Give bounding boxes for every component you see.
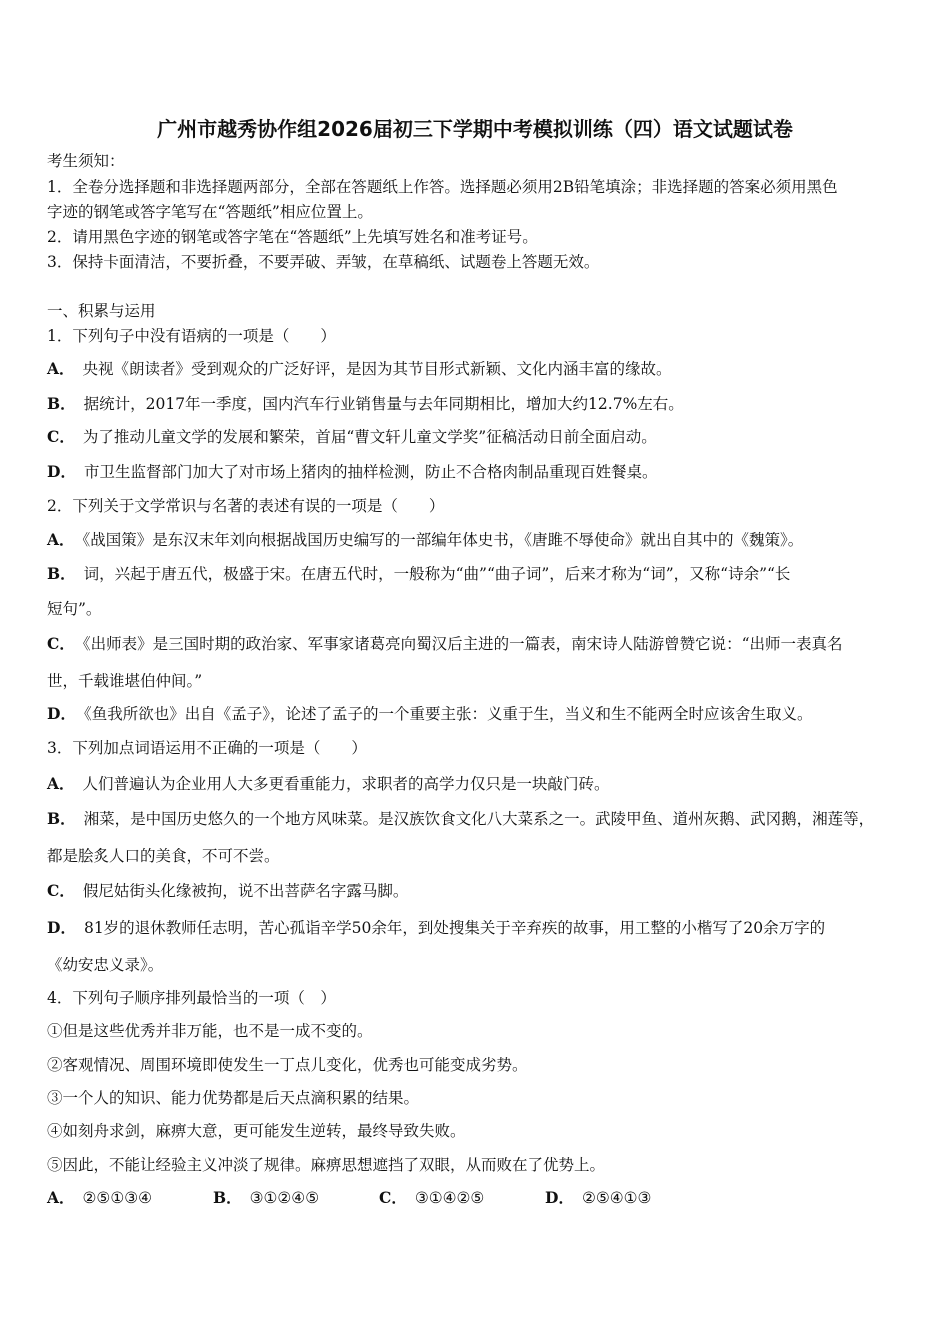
- option-d-continued: 《幼安忠义录》。: [47, 956, 164, 974]
- question-stem: 2．下列关于文学常识与名著的表述有误的一项是（ ）: [47, 497, 445, 515]
- choice-a: [47, 1188, 213, 1208]
- option-label: C．: [47, 881, 75, 900]
- section-heading: 一、积累与运用: [47, 302, 156, 320]
- choice-text: ②⑤①③④: [82, 1189, 153, 1207]
- notice-line: 3．保持卡面清洁，不要折叠，不要弄破、弄皱，在草稿纸、试题卷上答题无效。: [47, 253, 600, 271]
- page-title: 广州市越秀协作组2026届初三下学期中考模拟训练（四）语文试题试卷: [157, 117, 793, 141]
- notice-heading: 考生须知：: [47, 152, 125, 170]
- option-text: 词，兴起于唐五代，极盛于宋。在唐五代时，一般称为“曲”“曲子词”，后来才称为“词”，又称“诗余”“长: [83, 565, 791, 583]
- option-c-continued: 世，千载谁堪伯仲间。”: [47, 672, 203, 690]
- option-label: A．: [47, 359, 75, 378]
- option-text: 假尼姑街头化缘被拘，说不出菩萨名字露马脚。: [82, 882, 409, 900]
- option-label: B．: [47, 564, 76, 583]
- option-d: [47, 918, 825, 938]
- option-text: 为了推动儿童文学的发展和繁荣，首届“曹文轩儿童文学奖”征稿活动日前全面启动。: [82, 428, 657, 446]
- question-stem: 3．下列加点词语运用不正确的一项是（ ）: [47, 739, 367, 757]
- option-a: [47, 774, 610, 794]
- option-b: [47, 809, 874, 829]
- option-b: [47, 394, 684, 414]
- option-text: 人们普遍认为企业用人大多更看重能力，求职者的高学力仅只是一块敲门砖。: [82, 775, 610, 793]
- choice-text: ③①④②⑤: [414, 1189, 485, 1207]
- option-a: [47, 530, 803, 550]
- option-b-continued: 短句”。: [47, 600, 102, 618]
- question-stem: 1．下列句子中没有语病的一项是（ ）: [47, 327, 336, 345]
- option-text: 《战国策》是东汉末年刘向根据战国历史编写的一部编年体史书，《唐雎不辱使命》就出自其中的《魏策》。: [82, 531, 804, 549]
- notice-line: 2．请用黑色字迹的钢笔或答字笔在“答题纸”上先填写姓名和准考证号。: [47, 228, 538, 246]
- choice-d: [545, 1188, 711, 1208]
- sentence: ⑤因此，不能让经验主义冲淡了规律。麻痹思想遮挡了双眼，从而败在了优势上。: [47, 1156, 606, 1174]
- option-c: [47, 634, 843, 654]
- notice-line: 1．全卷分选择题和非选择题两部分，全部在答题纸上作答。选择题必须用2B铅笔填涂；非选择题的答案必须用黑色: [47, 178, 838, 196]
- option-text: 《鱼我所欲也》出自《孟子》，论述了孟子的一个重要主张：义重于生，当义和生不能两全时应该舍生取义。: [83, 705, 813, 723]
- option-text: 市卫生监督部门加大了对市场上猪肉的抽样检测，防止不合格肉制品重现百姓餐桌。: [83, 463, 658, 481]
- option-text: 央视《朗读者》受到观众的广泛好评，是因为其节目形式新颖、文化内涵丰富的缘故。: [82, 360, 672, 378]
- option-b-continued: 都是脍炙人口的美食，不可不尝。: [47, 847, 280, 865]
- option-label: B．: [47, 394, 76, 413]
- option-text: 据统计，2017年一季度，国内汽车行业销售量与去年同期相比，增加大约12.7%左右。: [83, 395, 684, 413]
- option-a: [47, 359, 672, 379]
- option-text: 81岁的退休教师任志明，苦心孤诣辛学50余年，到处搜集关于辛弃疾的故事，用工整的小楷写了20余万字的: [83, 919, 826, 937]
- choice-label: C．: [379, 1188, 407, 1207]
- choice-label: D．: [545, 1188, 574, 1207]
- choice-label: A．: [47, 1188, 75, 1207]
- option-text: 《出师表》是三国时期的政治家、军事家诸葛亮向蜀汉后主进的一篇表，南宋诗人陆游曾赞它说：“出师一表真名: [82, 635, 843, 653]
- option-c: [47, 881, 408, 901]
- option-label: C．: [47, 427, 75, 446]
- option-d: [47, 462, 657, 482]
- sentence: ①但是这些优秀并非万能，也不是一成不变的。: [47, 1022, 373, 1040]
- option-b: [47, 564, 790, 584]
- notice-line: 字迹的钢笔或答字笔写在“答题纸”相应位置上。: [47, 203, 373, 221]
- sentence: ③一个人的知识、能力优势都是后天点滴积累的结果。: [47, 1089, 420, 1107]
- option-c: [47, 427, 657, 447]
- choice-text: ③①②④⑤: [249, 1189, 320, 1207]
- option-label: C．: [47, 634, 75, 653]
- option-label: A．: [47, 530, 75, 549]
- option-label: D．: [47, 704, 76, 723]
- choice-text: ②⑤④①③: [581, 1189, 652, 1207]
- option-d: [47, 704, 812, 724]
- sentence: ④如刻舟求剑，麻痹大意，更可能发生逆转，最终导致失败。: [47, 1122, 466, 1140]
- option-text: 湘菜，是中国历史悠久的一个地方风味菜。是汉族饮食文化八大菜系之一。武陵甲鱼、道州灰鹅、武冈鹅，湘莲等，: [83, 810, 875, 828]
- option-label: D．: [47, 462, 76, 481]
- option-label: A．: [47, 774, 75, 793]
- choice-b: [213, 1188, 379, 1208]
- choice-label: B．: [213, 1188, 242, 1207]
- choice-c: [379, 1188, 545, 1208]
- answer-choices: [47, 1188, 711, 1208]
- option-label: B．: [47, 809, 76, 828]
- option-label: D．: [47, 918, 76, 937]
- question-stem: 4．下列句子顺序排列最恰当的一项（ ）: [47, 989, 336, 1007]
- sentence: ②客观情况、周围环境即使发生一丁点儿变化，优秀也可能变成劣势。: [47, 1056, 528, 1074]
